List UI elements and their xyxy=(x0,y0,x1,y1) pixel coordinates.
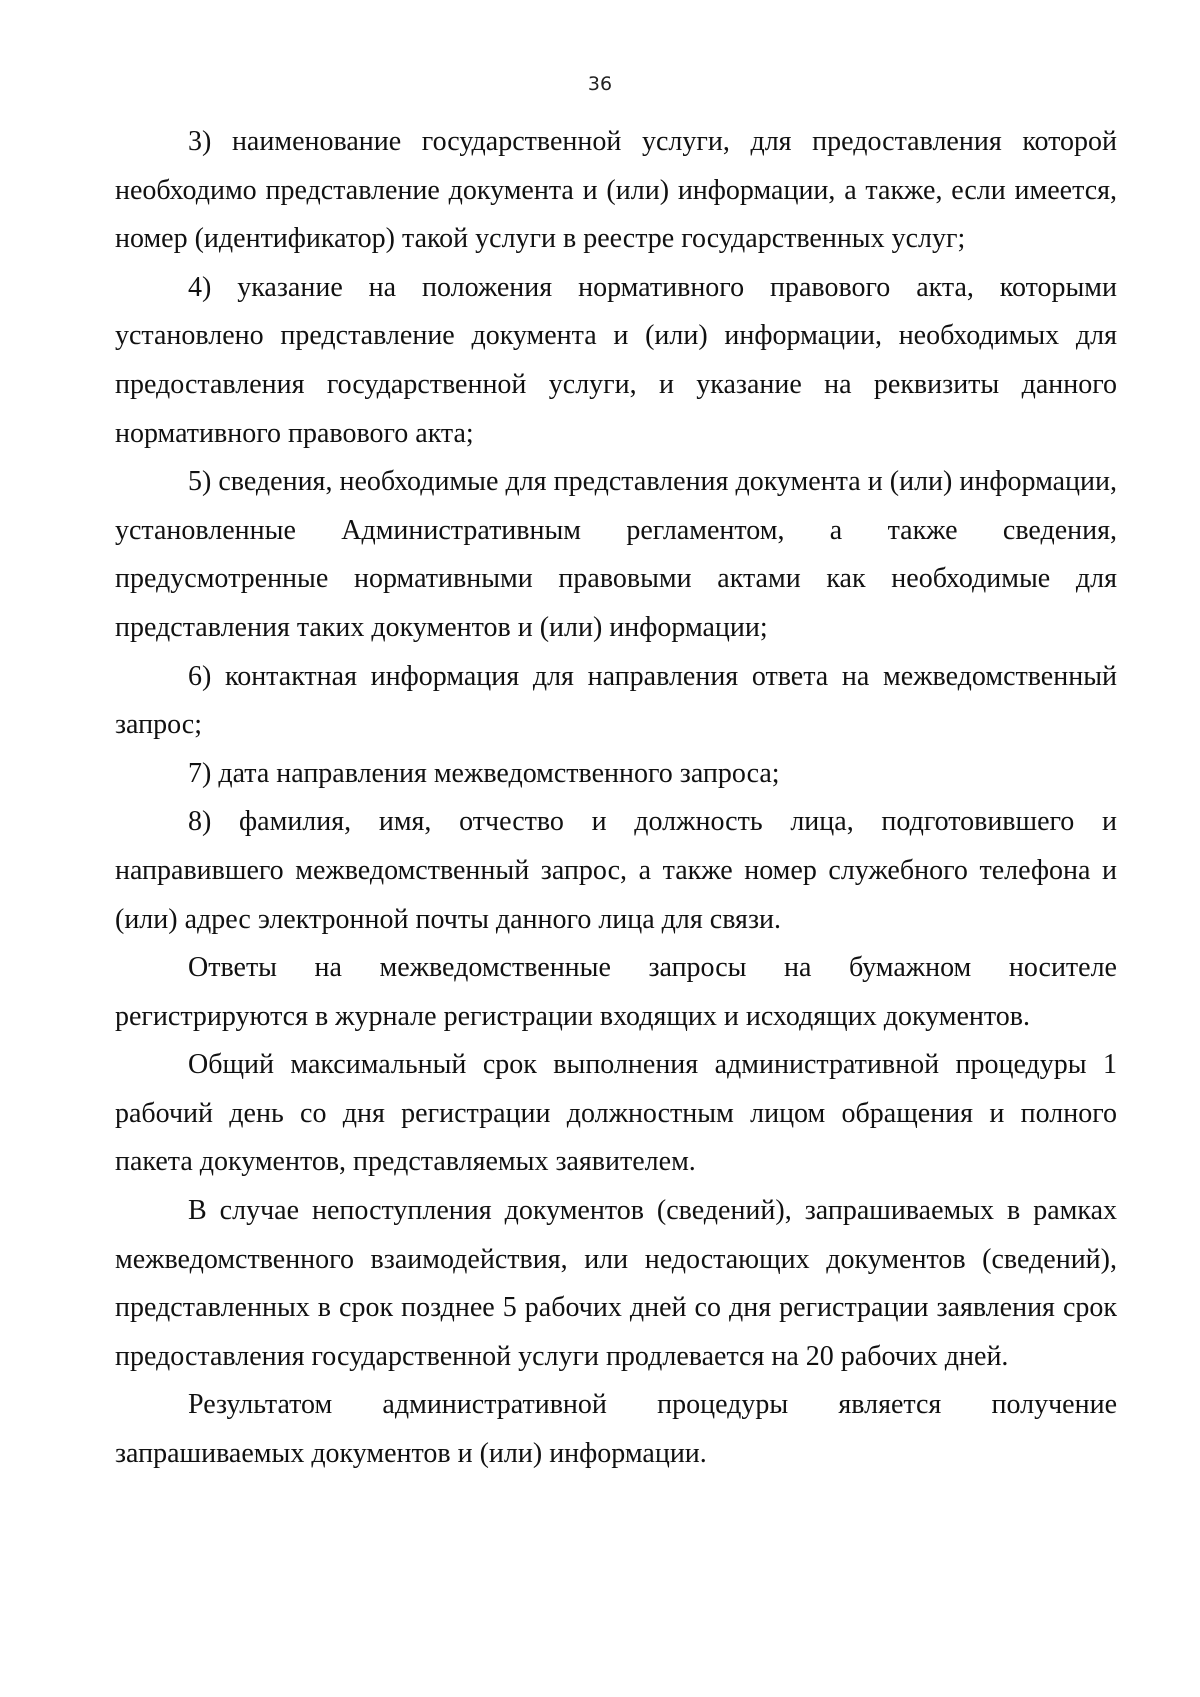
paragraph-result: Результатом административной процедуры является получение запрашиваемых документов и (или) информации. xyxy=(115,1389,1117,1470)
paragraph-item-4: 4) указание на положения нормативного правового акта, которыми установлено представление документа и (или) информации, необходимых для предоставления государственной услуги, и указание на реквизиты данного нормативного правового акта; xyxy=(115,271,1117,449)
paragraph-max-term: Общий максимальный срок выполнения административной процедуры 1 рабочий день со дня регистрации должностным лицом обращения и полного пакета документов, представляемых заявителем. xyxy=(115,1049,1117,1178)
paragraph-item-7: 7) дата направления межведомственного запроса; xyxy=(188,757,780,789)
paragraph-responses: Ответы на межведомственные запросы на бумажном носителе регистрируются в журнале регистрации входящих и исходящих документов. xyxy=(115,952,1117,1032)
paragraph-item-6: 6) контактная информация для направления ответа на межведомственный запрос; xyxy=(115,660,1117,741)
paragraph-item-5: 5) сведения, необходимые для представления документа и (или) информации, установленные Административным регламентом, а также сведения, предусмотренные нормативными правовыми актами как необходимые для представления таких документов и (или) информации; xyxy=(115,466,1117,643)
paragraph-item-3: 3) наименование государственной услуги, для предоставления которой необходимо представление документа и (или) информации, а также, если имеется, номер (идентификатор) такой услуги в реестре государственных услуг; xyxy=(115,126,1117,255)
document-body xyxy=(115,118,1117,1479)
paragraph-non-receipt: В случае непоступления документов (сведений), запрашиваемых в рамках межведомственного взаимодействия, или недостающих документов (сведений), представленных в срок позднее 5 рабочих дней со дня регистрации заявления срок предоставления государственной услуги продлевается на 20 рабочих дней. xyxy=(115,1195,1117,1372)
page-number: 36 xyxy=(587,73,613,95)
paragraph-item-8: 8) фамилия, имя, отчество и должность лица, подготовившего и направившего межведомственный запрос, а также номер служебного телефона и (или) адрес электронной почты данного лица для связи. xyxy=(115,806,1117,935)
